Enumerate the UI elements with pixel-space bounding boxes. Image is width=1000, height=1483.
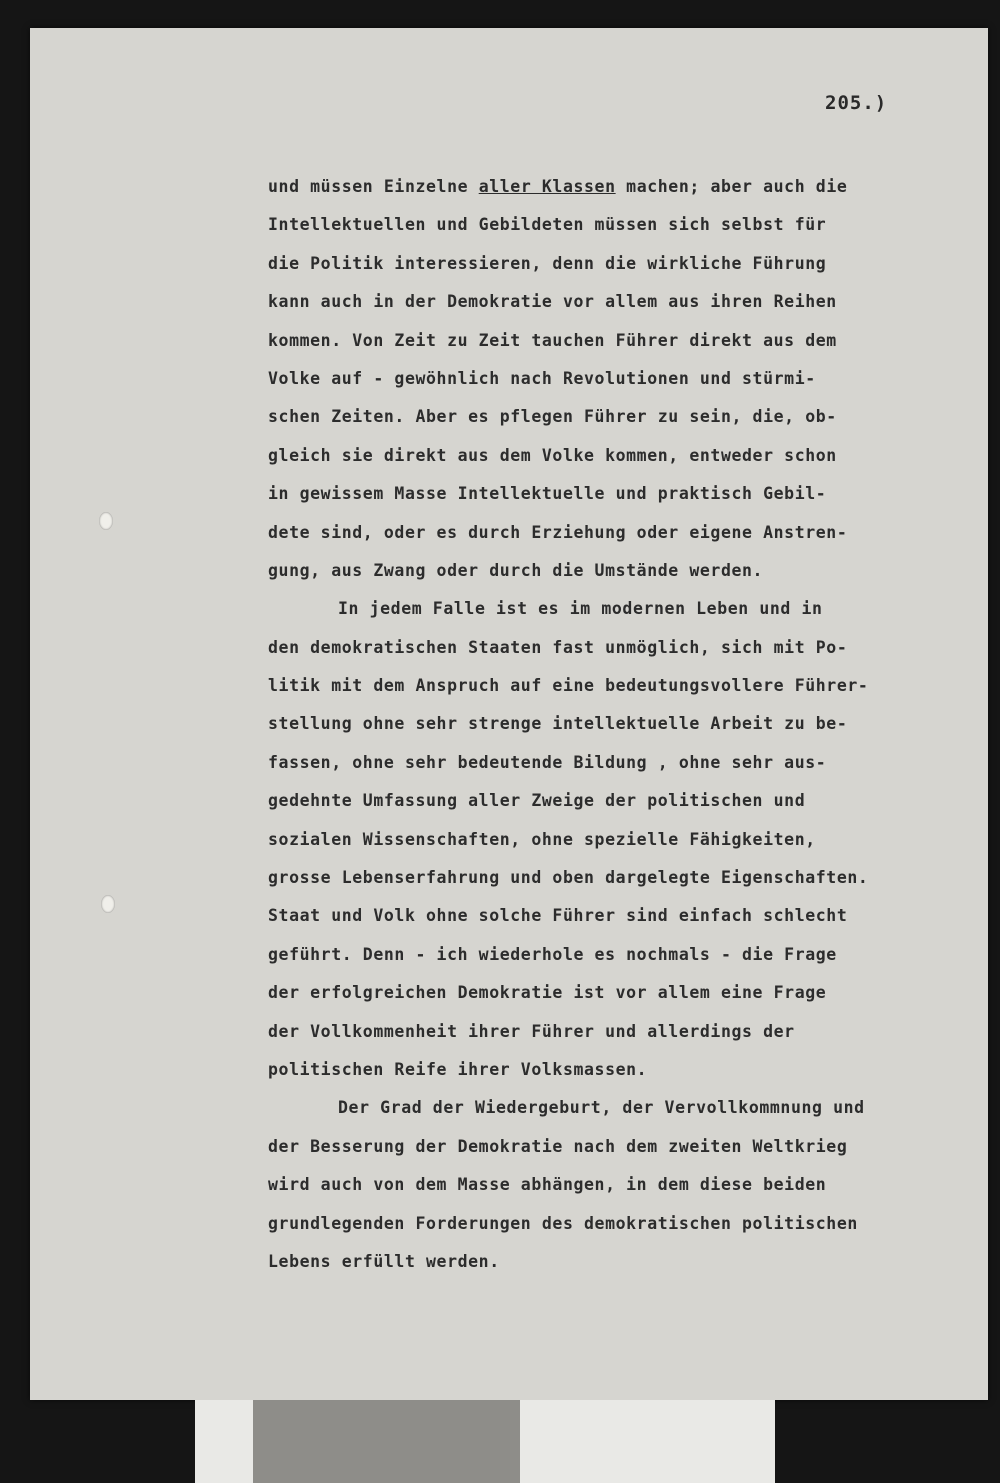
text-run: stellung ohne sehr strenge intellektuelle Arbeit zu be- [268, 714, 848, 734]
punch-hole-bottom [101, 895, 115, 913]
text-line [268, 629, 988, 667]
text-run: geführt. Denn - ich wiederhole es nochmals - die Frage [268, 944, 837, 964]
text-line [268, 475, 988, 513]
text-line [268, 1166, 988, 1204]
text-line [268, 398, 988, 436]
text-line [268, 1013, 988, 1051]
text-run: Volke auf - gewöhnlich nach Revolutionen und stürmi- [268, 368, 816, 388]
text-run: gedehnte Umfassung aller Zweige der politischen und [268, 791, 806, 811]
text-line [268, 283, 988, 321]
text-line [268, 897, 988, 935]
text-line [268, 667, 988, 705]
text-run: schen Zeiten. Aber es pflegen Führer zu sein, die, ob- [268, 407, 837, 427]
text-run: grosse Lebenserfahrung und oben dargelegte Eigenschaften. [268, 868, 869, 888]
text-run: In jedem Falle ist es im modernen Leben und in [338, 599, 823, 619]
text-run: und müssen Einzelne [268, 177, 479, 196]
text-run: den demokratischen Staaten fast unmöglich, sich mit Po- [268, 637, 848, 657]
text-line [268, 1051, 988, 1089]
text-line [268, 437, 988, 475]
punch-hole-top [99, 512, 113, 530]
text-line [268, 782, 988, 820]
text-line [268, 1089, 988, 1127]
text-run: fassen, ohne sehr bedeutende Bildung , ohne sehr aus- [268, 752, 827, 772]
text-line [268, 821, 988, 859]
text-line [268, 168, 988, 206]
text-run: sozialen Wissenschaften, ohne spezielle Fähigkeiten, [268, 829, 816, 849]
text-line [268, 936, 988, 974]
page-number: 205.) [825, 92, 888, 114]
text-line [268, 514, 988, 552]
text-line [268, 1128, 988, 1166]
text-run: machen; aber auch die [615, 177, 848, 196]
underlined-text: aller Klassen [478, 177, 616, 196]
text-line [268, 360, 988, 398]
text-run: Intellektuellen und Gebildeten müssen sich selbst für [268, 215, 827, 235]
text-run: die Politik interessieren, denn die wirkliche Führung [268, 253, 827, 273]
text-run: kann auch in der Demokratie vor allem aus ihren Reihen [268, 292, 837, 312]
scan-gray-card [253, 1400, 520, 1483]
text-line [268, 744, 988, 782]
text-run: der erfolgreichen Demokratie ist vor allem eine Frage [268, 983, 827, 1003]
text-line [268, 590, 988, 628]
text-run: grundlegenden Forderungen des demokratischen politischen [268, 1213, 858, 1233]
text-line [268, 859, 988, 897]
text-line [268, 705, 988, 743]
text-line [268, 1243, 988, 1281]
text-line [268, 206, 988, 244]
text-line [268, 974, 988, 1012]
text-line [268, 1205, 988, 1243]
text-run: der Besserung der Demokratie nach dem zweiten Weltkrieg [268, 1136, 848, 1156]
text-line [268, 552, 988, 590]
text-run: in gewissem Masse Intellektuelle und praktisch Gebil- [268, 484, 827, 504]
text-run: dete sind, oder es durch Erziehung oder eigene Anstren- [268, 522, 848, 542]
text-run: Staat und Volk ohne solche Führer sind einfach schlecht [268, 906, 848, 926]
text-run: kommen. Von Zeit zu Zeit tauchen Führer direkt aus dem [268, 330, 837, 350]
text-line [268, 245, 988, 283]
text-run: Lebens erfüllt werden. [268, 1251, 500, 1271]
text-run: litik mit dem Anspruch auf eine bedeutungsvollere Führer- [268, 676, 869, 696]
typewritten-text [268, 168, 988, 1281]
text-run: der Vollkommenheit ihrer Führer und allerdings der [268, 1021, 795, 1041]
text-run: gung, aus Zwang oder durch die Umstände werden. [268, 560, 764, 580]
text-run: wird auch von dem Masse abhängen, in dem diese beiden [268, 1175, 827, 1195]
text-run: Der Grad der Wiedergeburt, der Vervollkommnung und [338, 1098, 865, 1118]
text-run: politischen Reife ihrer Volksmassen. [268, 1059, 648, 1079]
text-run: gleich sie direkt aus dem Volke kommen, entweder schon [268, 445, 837, 465]
text-line [268, 322, 988, 360]
